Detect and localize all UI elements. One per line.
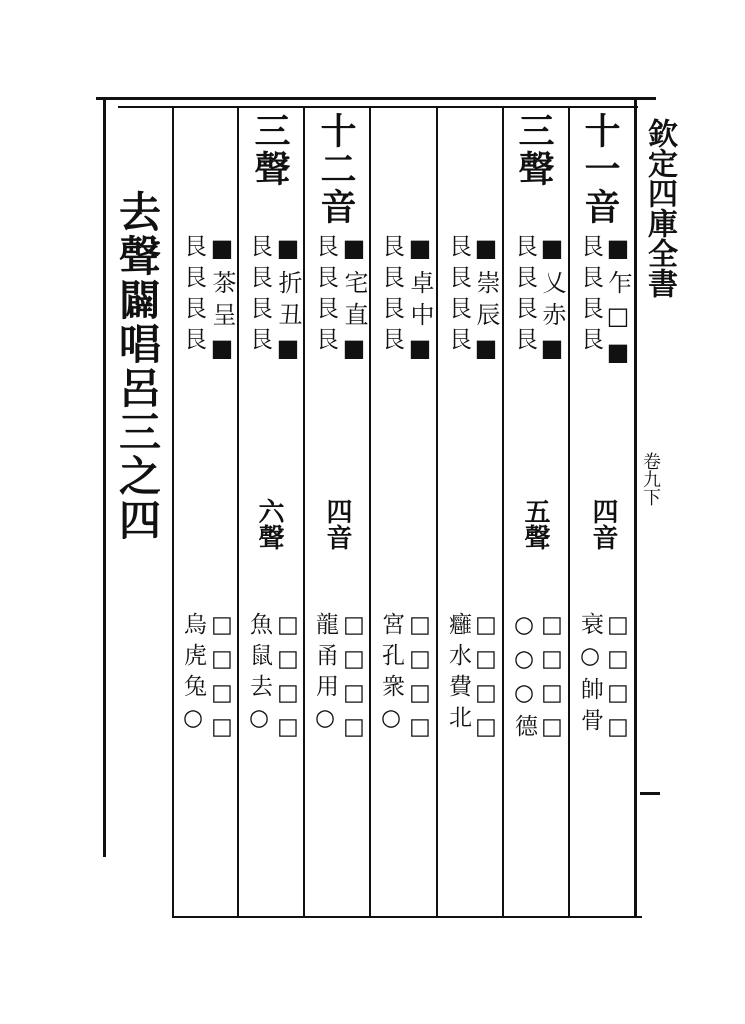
lower-characters: 龍甬用○ — [312, 612, 338, 739]
top-border-inner — [118, 106, 638, 108]
sub-heading: 四音 — [588, 498, 618, 550]
column-divider — [303, 106, 305, 918]
upper-characters: 艮艮艮艮 — [246, 234, 272, 358]
lower-characters: ○○○德 — [511, 612, 537, 745]
column-heading: 三聲 — [249, 112, 291, 188]
column-heading: 十一音 — [579, 112, 621, 226]
bottom-border — [172, 916, 642, 918]
column-divider — [568, 106, 570, 918]
lower-characters: 魚鼠去○ — [246, 612, 272, 739]
lower-boxes: □□□□ — [407, 612, 433, 748]
upper-markers: ■卓中■ — [406, 234, 434, 370]
column-divider — [436, 106, 438, 918]
lower-boxes: □□□□ — [209, 612, 235, 748]
lower-boxes: □□□□ — [473, 612, 499, 748]
lower-boxes: □□□□ — [275, 612, 301, 748]
upper-markers: ■茶呈■ — [208, 234, 236, 370]
lower-characters: 烏虎兔○ — [180, 612, 206, 739]
lower-boxes: □□□□ — [341, 612, 367, 748]
column-heading: 三聲 — [513, 112, 555, 188]
upper-characters: 艮艮艮艮 — [577, 234, 603, 358]
column-divider — [634, 97, 637, 917]
upper-markers: ■崇辰■ — [472, 234, 500, 370]
left-border — [103, 97, 106, 857]
upper-characters: 艮艮艮艮 — [445, 234, 471, 358]
column-divider — [172, 106, 174, 918]
upper-markers: ■折丑■ — [274, 234, 302, 370]
upper-markers: ■乍□■ — [604, 234, 632, 374]
upper-markers: ■宅直■ — [340, 234, 368, 370]
upper-characters: 艮艮艮艮 — [511, 234, 537, 358]
sub-heading: 四音 — [322, 498, 352, 550]
lower-boxes: □□□□ — [539, 612, 565, 748]
upper-characters: 艮艮艮艮 — [312, 234, 338, 358]
column-heading: 十二音 — [315, 112, 357, 226]
sub-heading: 五聲 — [520, 498, 550, 550]
book-title: 欽定四庫全書 — [642, 118, 677, 298]
top-border — [96, 97, 656, 100]
upper-characters: 艮艮艮艮 — [378, 234, 404, 358]
lower-characters: 癰水費北 — [445, 612, 471, 736]
upper-characters: 艮艮艮艮 — [180, 234, 206, 358]
lower-boxes: □□□□ — [605, 612, 631, 748]
lower-characters: 衰○帥骨 — [577, 612, 603, 739]
column-divider — [502, 106, 504, 918]
gutter-mark — [640, 792, 660, 795]
column-divider — [369, 106, 371, 918]
lower-characters: 宮孔衆○ — [378, 612, 404, 739]
page-title: 去聲闢唱呂三之四 — [113, 190, 162, 542]
column-divider — [237, 106, 239, 918]
sub-heading: 六聲 — [254, 498, 284, 550]
upper-markers: ■乂赤■ — [538, 234, 566, 370]
volume-label: 卷九下 — [640, 452, 661, 506]
